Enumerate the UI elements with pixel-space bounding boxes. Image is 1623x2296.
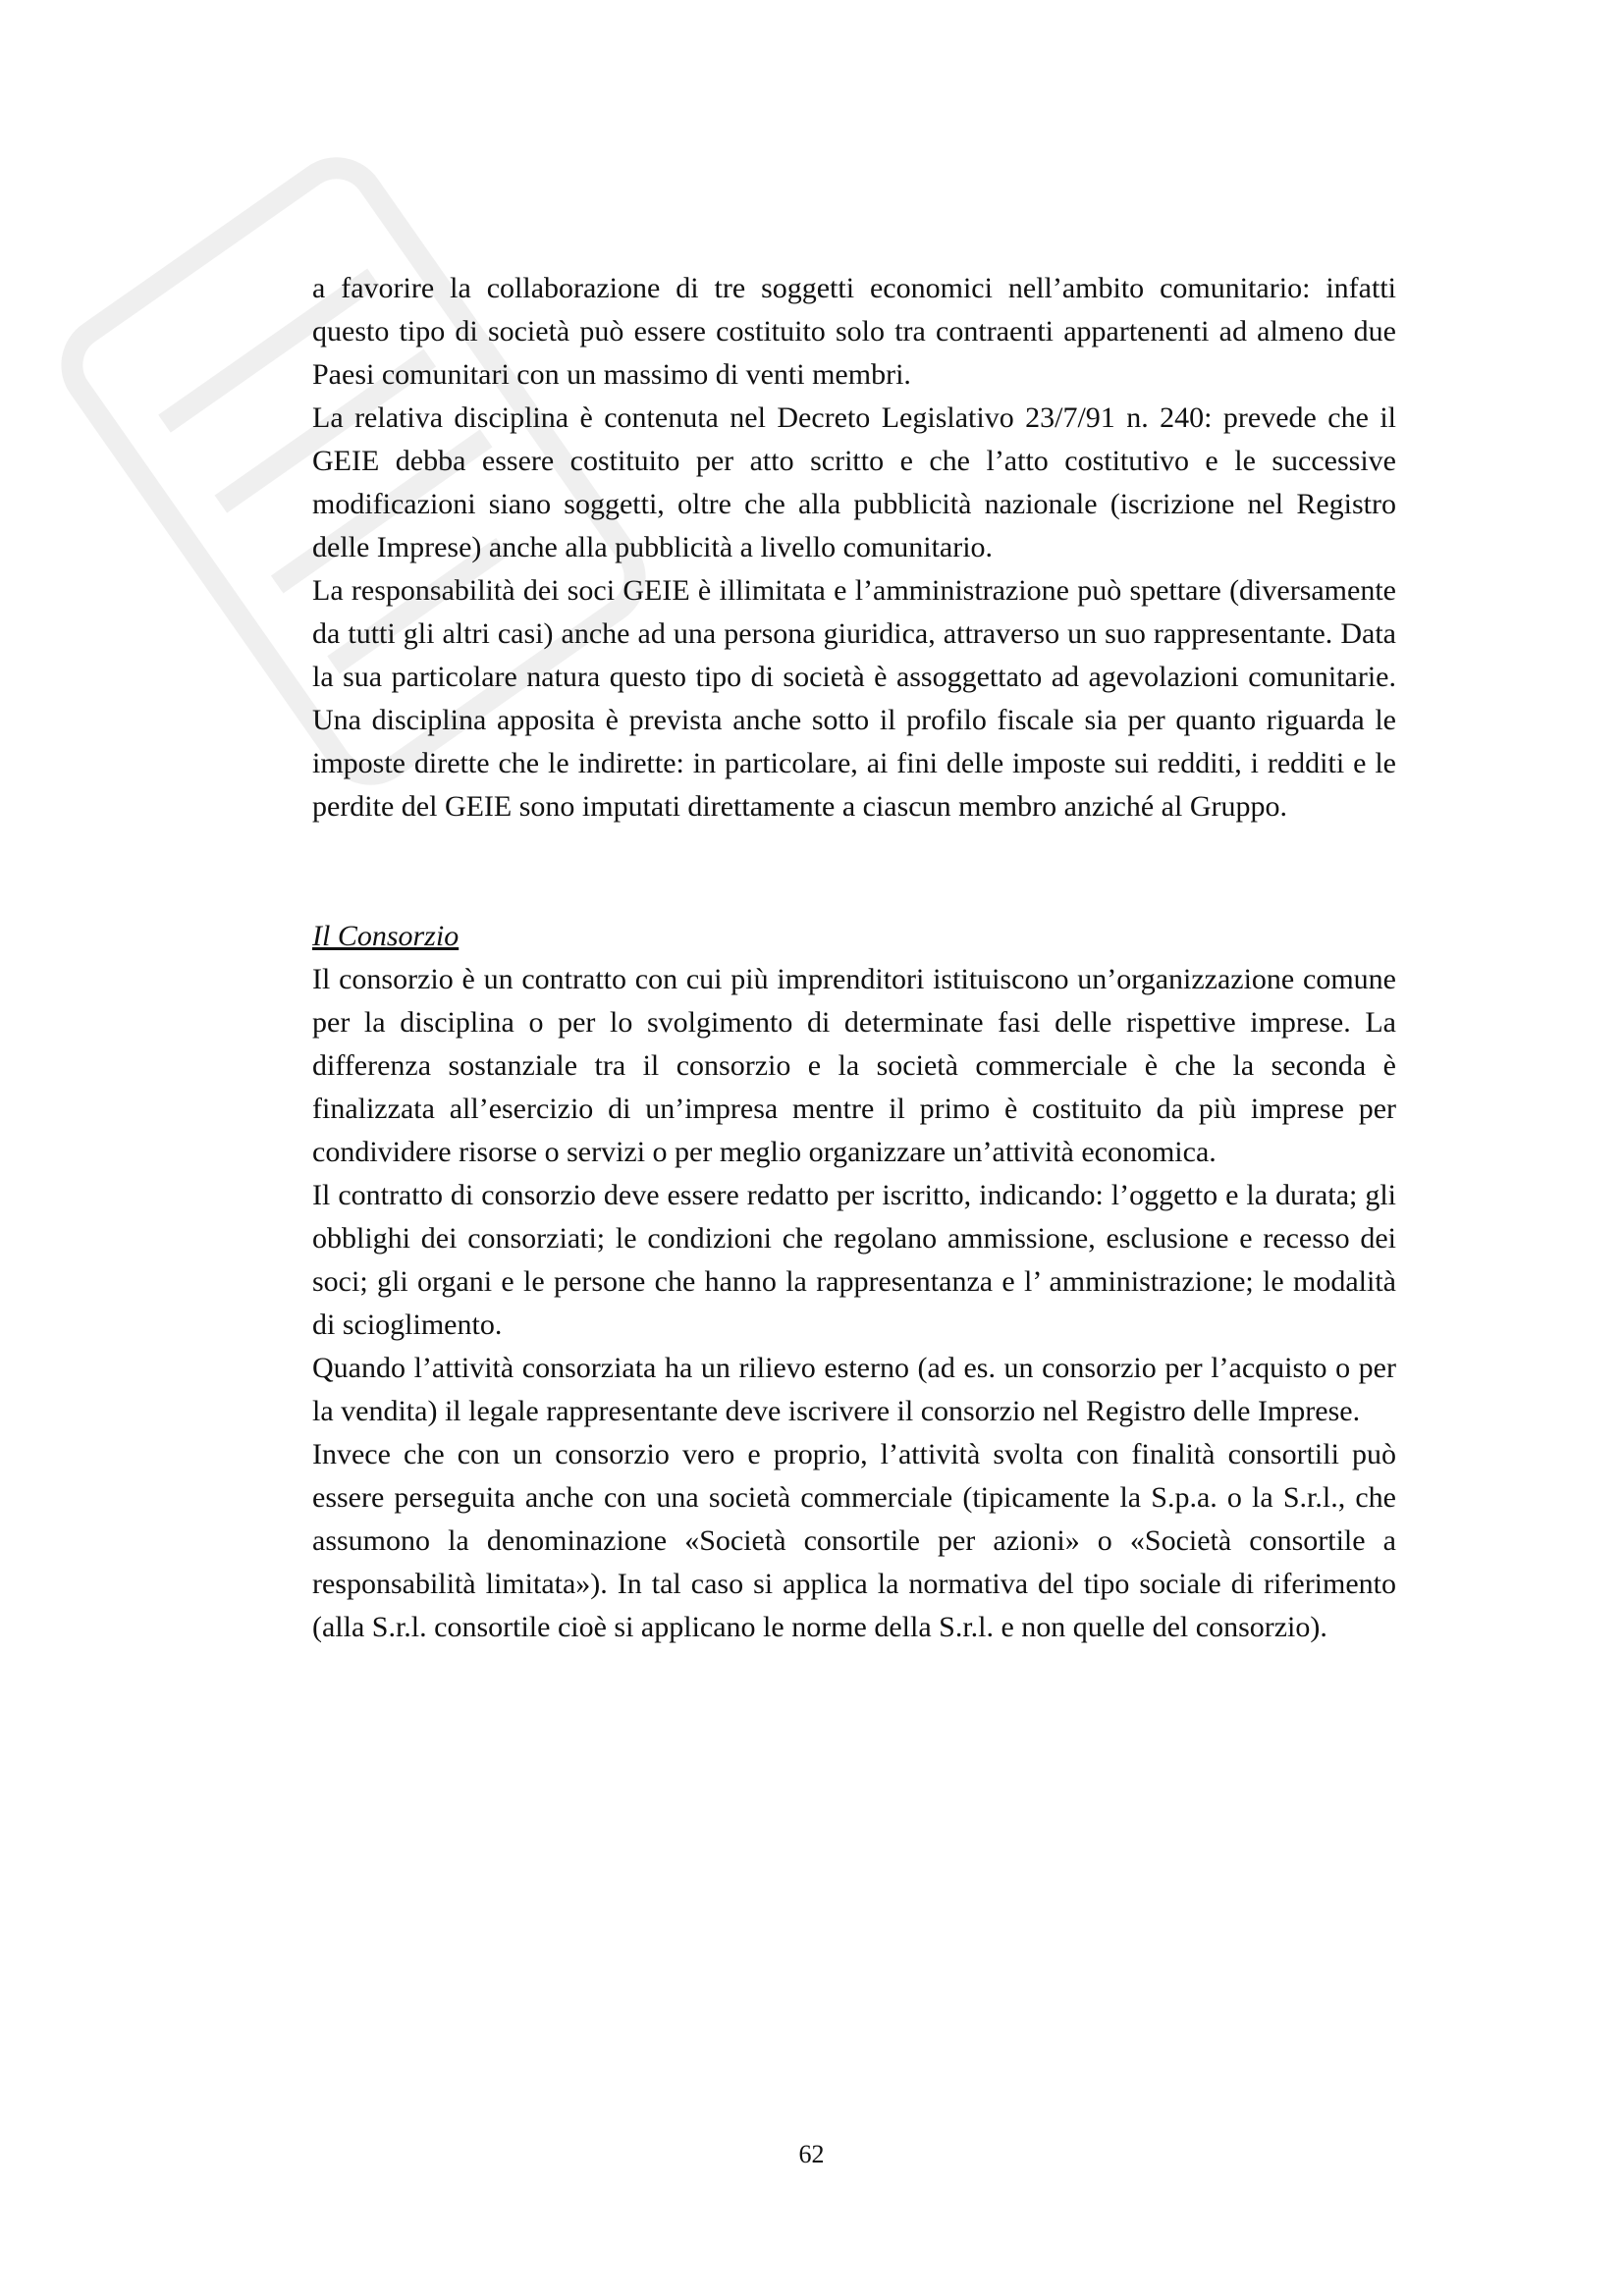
paragraph-consorzio-definition: Il consorzio è un contratto con cui più imprenditori istituiscono un’organizzazione comune per la disciplina o per lo svolgimento di determinate fasi delle rispettive imprese. La differenza sostanziale tra il consorzio e la società commerciale è che la seconda è finalizzata all’esercizio di un’impresa mentre il primo è costituito da più imprese per condividere risorse o servizi o per meglio organizzare un’attività economica.	[312, 963, 1396, 1168]
paragraph-geie-discipline: La relativa disciplina è contenuta nel Decreto Legislativo 23/7/91 n. 240: prevede che il GEIE debba essere costituito per atto scritto e che l’atto costitutivo e le successive modificazioni siano soggetti, oltre che alla pubblicità nazionale (iscrizione nel Registro delle Imprese) anche alla pubblicità a livello comunitario.	[312, 401, 1396, 563]
section-spacer	[312, 828, 1396, 915]
paragraph-consorzio-external: Quando l’attività consorziata ha un rilievo esterno (ad es. un consorzio per l’acquisto o per la vendita) il legale rappresentante deve iscrivere il consorzio nel Registro delle Imprese.	[312, 1352, 1396, 1427]
paragraph-geie-responsibility: La responsabilità dei soci GEIE è illimitata e l’amministrazione può spettare (diversamente da tutti gli altri casi) anche ad una persona giuridica, attraverso un suo rappresentante. Data la sua particolare natura questo tipo di società è assoggettato ad agevolazioni comunitarie. Una disciplina apposita è prevista anche sotto il profilo fiscale sia per quanto riguarda le imposte dirette che le indirette: in particolare, ai fini delle imposte sui redditi, i redditi e le perdite del GEIE sono imputati direttamente a ciascun membro anziché al Gruppo.	[312, 574, 1396, 823]
page-number: 62	[798, 2140, 825, 2168]
paragraph-consorzio-societa: Invece che con un consorzio vero e proprio, l’attività svolta con finalità consortili può essere perseguita anche con una società commerciale (tipicamente la S.p.a. o la S.r.l., che assumono la denominazione «Società consortile per azioni» o «Società consortile a responsabilità limitata»). In tal caso si applica la normativa del tipo sociale di riferimento (alla S.r.l. consortile cioè si applicano le norme della S.r.l. e non quelle del consorzio).	[312, 1438, 1396, 1643]
page-body	[312, 267, 1396, 1649]
paragraph-geie-intro: a favorire la collaborazione di tre soggetti economici nell’ambito comunitario: infatti questo tipo di società può essere costituito solo tra contraenti appartenenti ad almeno due Paesi comunitari con un massimo di venti membri.	[312, 272, 1396, 391]
section-heading-consorzio: Il Consorzio	[312, 920, 460, 952]
paragraph-consorzio-contract: Il contratto di consorzio deve essere redatto per iscritto, indicando: l’oggetto e la durata; gli obblighi dei consorziati; le condizioni che regolano ammissione, esclusione e recesso dei soci; gli organi e le persone che hanno la rappresentanza e l’ amministrazione; le modalità di scioglimento.	[312, 1179, 1396, 1341]
